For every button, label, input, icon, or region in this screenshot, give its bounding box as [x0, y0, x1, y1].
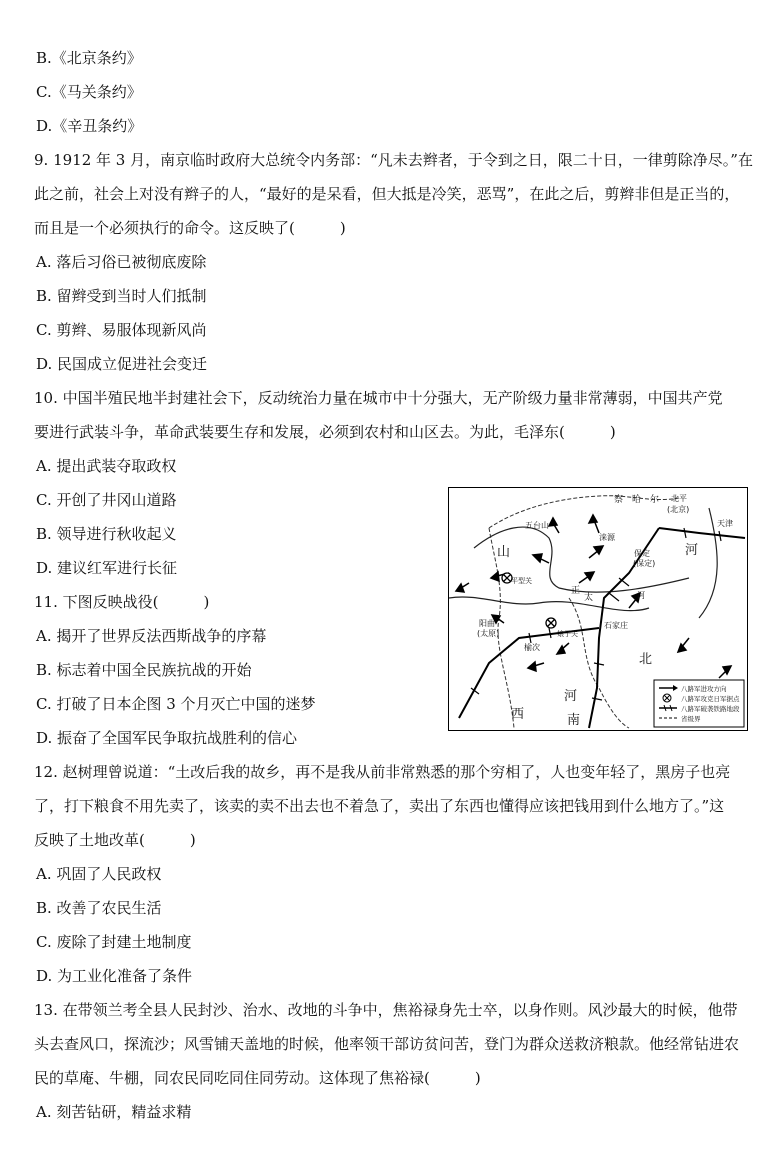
q11-stem: 11. 下图反映战役( ): [34, 593, 210, 611]
map-label-taiyuan-paren: (太原): [477, 629, 500, 638]
legend-item-attack: 八路军进攻方向: [681, 685, 727, 693]
map-label-he-top: 河: [685, 543, 699, 558]
map-label-chahaer: 察 哈 尔: [614, 495, 660, 505]
q12-stem-line2: 了，打下粮食不用先卖了，该卖的卖不出去也不着急了，卖出了东西也懂得应该把钱用到什么地方了。”这: [34, 797, 725, 815]
legend-item-border: 省级界: [681, 715, 701, 723]
q8-option-c: C.《马关条约》: [36, 83, 142, 101]
q9-stem-line3: 而且是一个必须执行的命令。这反映了( ): [34, 219, 346, 237]
q13-stem-line2: 头去查风口，探流沙；风雪铺天盖地的时候，他率领干部访贫问苦，登门为群众送救济粮款。他经常钻进农: [34, 1035, 740, 1053]
map-label-bei: 北: [639, 652, 653, 667]
map-label-baoding-paren: (保定): [633, 559, 656, 568]
attack-arrows: [456, 515, 731, 678]
legend-item-captured: 八路军攻克日军据点: [681, 695, 740, 703]
q9-option-b: B. 留辫受到当时人们抵制: [36, 287, 207, 305]
q10-option-a: A. 提出武装夺取政权: [36, 457, 177, 475]
q13-stem-line1: 13. 在带领兰考全县人民封沙、治水、改地的斗争中，焦裕禄身先士卒，以身作则。风沙最大的时候，他带: [34, 1001, 738, 1019]
q9-stem-line2: 此之前，社会上对没有辫子的人，“最好的是呆看，但大抵是冷笑，恶骂”，在此之后，剪辫非但是正当的，: [34, 185, 740, 203]
q12-option-a: A. 巩固了人民政权: [36, 865, 162, 883]
map-label-pingxingguan: 平型关: [511, 577, 532, 585]
river-east: [699, 508, 717, 618]
battle-map-drawing: [449, 488, 746, 729]
q9-option-d: D. 民国成立促进社会变迁: [36, 355, 208, 373]
battle-map: [448, 487, 748, 731]
q10-stem-line2: 要进行武装斗争，革命武装要生存和发展，必须到农村和山区去。为此，毛泽东( ): [34, 423, 616, 441]
q11-option-b: B. 标志着中国全民族抗战的开始: [36, 661, 252, 679]
map-label-he-mid: 河: [564, 689, 578, 704]
q13-option-a: A. 刻苦钻研，精益求精: [36, 1103, 192, 1121]
q9-option-a: A. 落后习俗已被彻底废除: [36, 253, 207, 271]
map-label-niangziguan: 娘子关: [557, 630, 578, 638]
q11-option-d: D. 振奋了全国军民争取抗战胜利的信心: [36, 729, 298, 747]
map-label-xi: 西: [511, 707, 525, 722]
q12-option-d: D. 为工业化准备了条件: [36, 967, 193, 985]
map-label-tai: 太: [584, 593, 594, 603]
map-label-laiyuan: 涞源: [599, 533, 615, 542]
map-label-river-he: 河: [637, 591, 645, 600]
q9-option-c: C. 剪辫、易服体现新风尚: [36, 321, 207, 339]
river-mid: [449, 597, 649, 611]
q9-stem-line1: 9. 1912 年 3 月，南京临时政府大总统令内务部：“凡未去辫者，于令到之日，限二十日，一律剪除净尽。”在: [34, 151, 753, 169]
q10-option-c: C. 开创了井冈山道路: [36, 491, 177, 509]
q12-stem-line1: 12. 赵树理曾说道：“土改后我的故乡，再不是我从前非常熟悉的那个穷相了，人也变年轻了，黑房子也亮: [34, 763, 731, 781]
map-label-nan: 南: [567, 713, 581, 728]
q13-stem-line3: 民的草庵、牛棚，同农民同吃同住同劳动。这体现了焦裕禄( ): [34, 1069, 481, 1087]
q10-option-d: D. 建议红军进行长征: [36, 559, 178, 577]
railway-east: [659, 528, 745, 538]
legend-item-railway: 八路军破袭铁路地段: [681, 705, 740, 713]
map-label-shan: 山: [497, 545, 511, 560]
railway-zhengtai: [459, 628, 599, 718]
map-label-beiping: 北平: [671, 494, 687, 503]
map-label-tianjin: 天津: [717, 519, 733, 528]
map-label-shijiazhuang: 石家庄: [604, 621, 628, 630]
map-label-wutai: 五台山: [525, 521, 549, 530]
map-label-yuci: 榆次: [524, 643, 540, 652]
q8-option-d: D.《辛丑条约》: [36, 117, 143, 135]
q12-option-b: B. 改善了农民生活: [36, 899, 162, 917]
map-label-zheng: 正: [571, 586, 581, 596]
q10-stem-line1: 10. 中国半殖民地半封建社会下，反动统治力量在城市中十分强大，无产阶级力量非常薄弱，中国共产党: [34, 389, 723, 407]
q11-option-c: C. 打破了日本企图 3 个月灭亡中国的迷梦: [36, 695, 316, 713]
map-label-taiyuan: 阳曲: [479, 619, 495, 628]
map-label-beijing-paren: (北京): [667, 505, 690, 514]
q11-option-a: A. 揭开了世界反法西斯战争的序幕: [36, 627, 267, 645]
q10-option-b: B. 领导进行秋收起义: [36, 525, 177, 543]
q12-option-c: C. 废除了封建土地制度: [36, 933, 192, 951]
q12-stem-line3: 反映了土地改革( ): [34, 831, 196, 849]
q8-option-b: B.《北京条约》: [36, 49, 142, 67]
map-label-baoding: 保定: [634, 549, 650, 558]
